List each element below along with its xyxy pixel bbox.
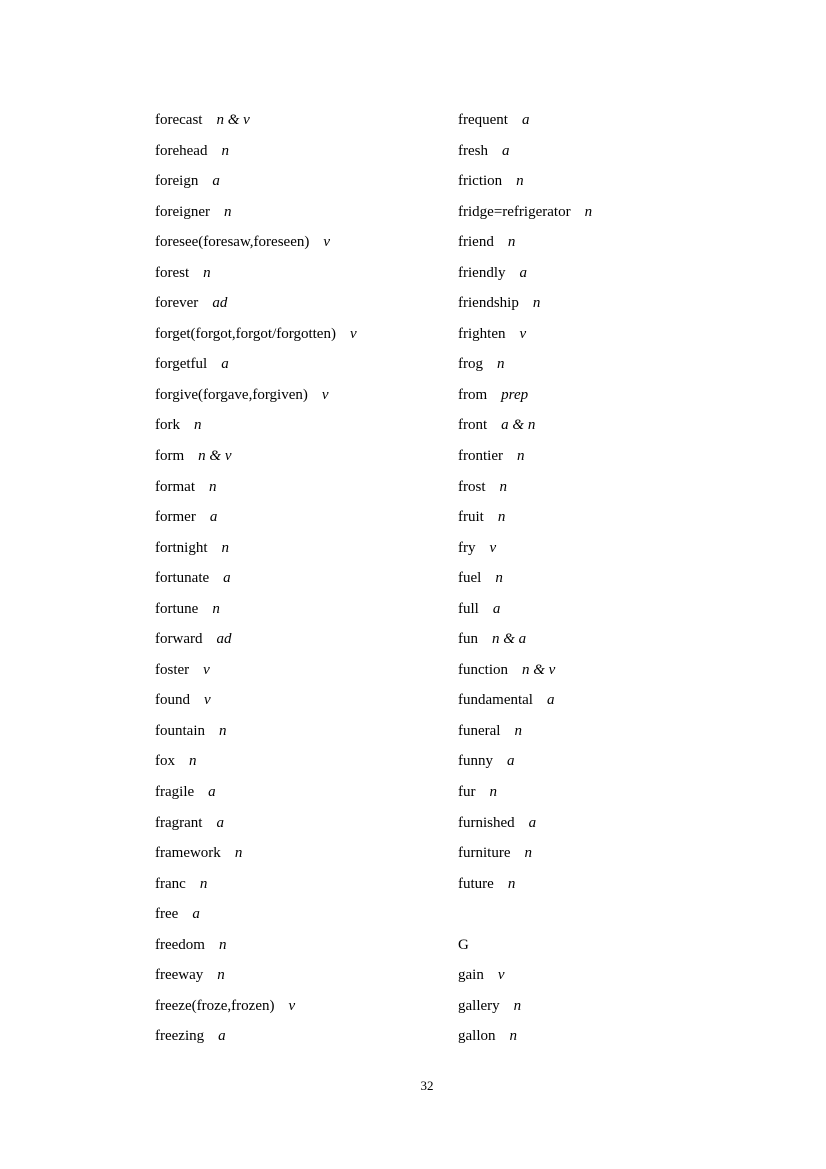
part-of-speech-tag: v xyxy=(288,997,296,1014)
word-text: fundamental xyxy=(458,692,533,709)
word-entry-row xyxy=(458,594,758,625)
part-of-speech-tag: v xyxy=(497,967,505,984)
word-text: forgetful xyxy=(155,356,208,373)
word-text: forest xyxy=(155,264,190,281)
part-of-speech-tag: v xyxy=(489,539,497,556)
word-entry-row xyxy=(155,746,455,777)
word-entry-row xyxy=(458,349,758,380)
part-of-speech-tag: a xyxy=(223,570,231,587)
word-entry-row xyxy=(458,380,758,411)
word-entry-row xyxy=(458,624,758,655)
part-of-speech-tag: a xyxy=(192,906,200,923)
part-of-speech-tag: n xyxy=(532,295,541,312)
word-text: freeway xyxy=(155,967,204,984)
word-text: front xyxy=(458,417,488,434)
word-text: frog xyxy=(458,356,483,373)
part-of-speech-tag: a xyxy=(218,1028,226,1045)
word-text: freezing xyxy=(155,1028,205,1045)
word-text: furnished xyxy=(458,814,515,831)
part-of-speech-tag: prep xyxy=(501,386,529,403)
word-text: freeze(froze,frozen) xyxy=(155,997,275,1014)
word-text: frequent xyxy=(458,112,508,128)
word-entry-row xyxy=(458,258,758,289)
word-text: foster xyxy=(155,661,190,678)
word-entry-row xyxy=(155,624,455,655)
word-entry-row xyxy=(155,441,455,472)
word-text: franc xyxy=(155,875,186,892)
part-of-speech-tag: n xyxy=(516,173,524,190)
word-text: frontier xyxy=(458,448,503,465)
part-of-speech-tag: a xyxy=(521,112,530,128)
word-entry-row xyxy=(458,502,758,533)
word-text: funny xyxy=(458,753,493,770)
part-of-speech-tag: ad xyxy=(216,631,232,648)
word-text: fry xyxy=(458,539,476,556)
word-entry-row xyxy=(155,288,455,319)
word-entry-row xyxy=(458,869,758,900)
word-text: full xyxy=(458,600,479,617)
word-entry-row xyxy=(155,227,455,258)
blank-row xyxy=(458,899,758,930)
part-of-speech-tag: n xyxy=(489,784,497,801)
word-entry-row xyxy=(155,1021,455,1052)
part-of-speech-tag: a xyxy=(209,509,218,526)
part-of-speech-tag: n xyxy=(203,264,211,281)
word-text: forward xyxy=(155,631,203,648)
word-text: friendship xyxy=(458,295,519,312)
word-entry-row xyxy=(458,197,758,228)
word-entry-row xyxy=(155,655,455,686)
word-entry-row xyxy=(458,563,758,594)
word-text: forehead xyxy=(155,142,208,159)
word-entry-row xyxy=(155,410,455,441)
part-of-speech-tag: n xyxy=(223,203,232,220)
word-text: fridge=refrigerator xyxy=(458,203,571,220)
part-of-speech-tag: n & v xyxy=(198,448,232,465)
part-of-speech-tag: n xyxy=(495,570,503,587)
section-header-row xyxy=(458,930,758,961)
word-entry-row xyxy=(458,991,758,1022)
word-entry-row xyxy=(155,808,455,839)
part-of-speech-tag: n xyxy=(234,845,243,862)
word-entry-row xyxy=(458,838,758,869)
word-entry-row xyxy=(458,227,758,258)
word-text: friendly xyxy=(458,264,506,281)
word-text: from xyxy=(458,386,488,403)
word-entry-row xyxy=(155,594,455,625)
word-text: fragile xyxy=(155,784,195,801)
word-entry-row xyxy=(155,197,455,228)
word-entry-row xyxy=(458,960,758,991)
part-of-speech-tag: v xyxy=(321,386,329,403)
word-entry-row xyxy=(155,533,455,564)
word-text: freedom xyxy=(155,936,205,953)
word-text: forecast xyxy=(155,112,203,128)
part-of-speech-tag: a xyxy=(546,692,555,709)
part-of-speech-tag: a xyxy=(502,142,510,159)
part-of-speech-tag: n xyxy=(507,234,516,251)
word-text: former xyxy=(155,509,196,526)
word-entry-row xyxy=(458,319,758,350)
word-text: furniture xyxy=(458,845,511,862)
word-text: free xyxy=(155,906,179,923)
part-of-speech-tag: n xyxy=(516,448,525,465)
word-text: forever xyxy=(155,295,199,312)
word-text: foresee(foresaw,foreseen) xyxy=(155,234,310,251)
part-of-speech-tag: ad xyxy=(212,295,228,312)
word-list-column-left xyxy=(155,105,455,1052)
part-of-speech-tag: n xyxy=(584,203,593,220)
word-entry-row xyxy=(155,563,455,594)
part-of-speech-tag: n xyxy=(497,509,506,526)
word-text: gallon xyxy=(458,1028,496,1045)
word-entry-row xyxy=(458,136,758,167)
part-of-speech-tag: v xyxy=(349,325,357,342)
word-entry-row xyxy=(155,258,455,289)
word-entry-row xyxy=(458,410,758,441)
word-entry-row xyxy=(155,930,455,961)
part-of-speech-tag: n xyxy=(507,875,516,892)
word-entry-row xyxy=(155,319,455,350)
word-entry-row xyxy=(458,1021,758,1052)
part-of-speech-tag: v xyxy=(519,325,527,342)
word-text: funeral xyxy=(458,722,501,739)
part-of-speech-tag: n xyxy=(524,845,532,862)
word-text: future xyxy=(458,875,494,892)
section-letter: G xyxy=(458,936,469,953)
word-text: fun xyxy=(458,631,478,648)
word-text: friction xyxy=(458,173,503,190)
part-of-speech-tag: v xyxy=(204,692,211,709)
part-of-speech-tag: n xyxy=(208,478,217,495)
word-text: fortune xyxy=(155,600,199,617)
word-entry-row xyxy=(155,105,455,136)
part-of-speech-tag: n xyxy=(513,997,522,1014)
word-entry-row xyxy=(458,472,758,503)
word-entry-row xyxy=(458,716,758,747)
word-text: fountain xyxy=(155,722,205,739)
word-text: fox xyxy=(155,753,175,770)
part-of-speech-tag: n xyxy=(189,753,197,770)
word-text: frost xyxy=(458,478,486,495)
word-text: found xyxy=(155,692,190,709)
part-of-speech-tag: v xyxy=(323,234,331,251)
word-entry-row xyxy=(458,777,758,808)
word-entry-row xyxy=(155,838,455,869)
word-entry-row xyxy=(458,533,758,564)
word-text: foreigner xyxy=(155,203,210,220)
part-of-speech-tag: n xyxy=(497,356,505,373)
word-entry-row xyxy=(458,746,758,777)
word-entry-row xyxy=(458,808,758,839)
part-of-speech-tag: a & n xyxy=(501,417,536,434)
word-text: function xyxy=(458,661,508,678)
word-entry-row xyxy=(155,136,455,167)
word-entry-row xyxy=(458,685,758,716)
part-of-speech-tag: a xyxy=(519,264,527,281)
word-text: framework xyxy=(155,845,221,862)
word-entry-row xyxy=(155,166,455,197)
part-of-speech-tag: n xyxy=(221,539,229,556)
part-of-speech-tag: n xyxy=(217,967,225,984)
word-entry-row xyxy=(155,869,455,900)
part-of-speech-tag: a xyxy=(528,814,537,831)
part-of-speech-tag: a xyxy=(507,753,515,770)
part-of-speech-tag: a xyxy=(216,814,224,831)
word-entry-row xyxy=(155,899,455,930)
word-text: fork xyxy=(155,417,180,434)
word-entry-row xyxy=(458,655,758,686)
part-of-speech-tag: n & a xyxy=(492,631,527,648)
word-entry-row xyxy=(458,105,758,136)
word-entry-row xyxy=(155,380,455,411)
word-entry-row xyxy=(155,685,455,716)
part-of-speech-tag: n xyxy=(218,936,227,953)
word-entry-row xyxy=(155,716,455,747)
part-of-speech-tag: n xyxy=(499,478,507,495)
part-of-speech-tag: a xyxy=(492,600,501,617)
word-entry-row xyxy=(155,777,455,808)
word-text: fuel xyxy=(458,570,482,587)
part-of-speech-tag: n xyxy=(194,417,202,434)
word-entry-row xyxy=(458,441,758,472)
word-entry-row xyxy=(155,991,455,1022)
part-of-speech-tag: n xyxy=(514,722,522,739)
part-of-speech-tag: n & v xyxy=(522,661,556,678)
word-entry-row xyxy=(458,166,758,197)
part-of-speech-tag: a xyxy=(212,173,220,190)
part-of-speech-tag: v xyxy=(203,661,210,678)
word-text: forget(forgot,forgot/forgotten) xyxy=(155,325,336,342)
part-of-speech-tag: n xyxy=(221,142,229,159)
word-entry-row xyxy=(155,349,455,380)
word-entry-row xyxy=(458,288,758,319)
word-text: fragrant xyxy=(155,814,203,831)
word-list-column-right xyxy=(458,105,758,1052)
word-text: fortnight xyxy=(155,539,208,556)
word-text: forgive(forgave,forgiven) xyxy=(155,386,308,403)
word-text: frighten xyxy=(458,325,506,342)
word-text: foreign xyxy=(155,173,199,190)
word-text: fruit xyxy=(458,509,484,526)
word-entry-row xyxy=(155,472,455,503)
word-text: gain xyxy=(458,967,484,984)
part-of-speech-tag: n xyxy=(212,600,220,617)
word-text: friend xyxy=(458,234,494,251)
word-text: form xyxy=(155,448,185,465)
word-text: fur xyxy=(458,784,476,801)
word-entry-row xyxy=(155,502,455,533)
part-of-speech-tag: a xyxy=(208,784,216,801)
part-of-speech-tag: a xyxy=(221,356,229,373)
part-of-speech-tag: n xyxy=(509,1028,517,1045)
word-entry-row xyxy=(155,960,455,991)
word-text: gallery xyxy=(458,997,500,1014)
word-text: format xyxy=(155,478,195,495)
page-number: 32 xyxy=(420,1078,434,1093)
word-text: fresh xyxy=(458,142,488,159)
word-text: fortunate xyxy=(155,570,210,587)
part-of-speech-tag: n xyxy=(219,722,227,739)
part-of-speech-tag: n & v xyxy=(216,112,250,128)
part-of-speech-tag: n xyxy=(199,875,208,892)
